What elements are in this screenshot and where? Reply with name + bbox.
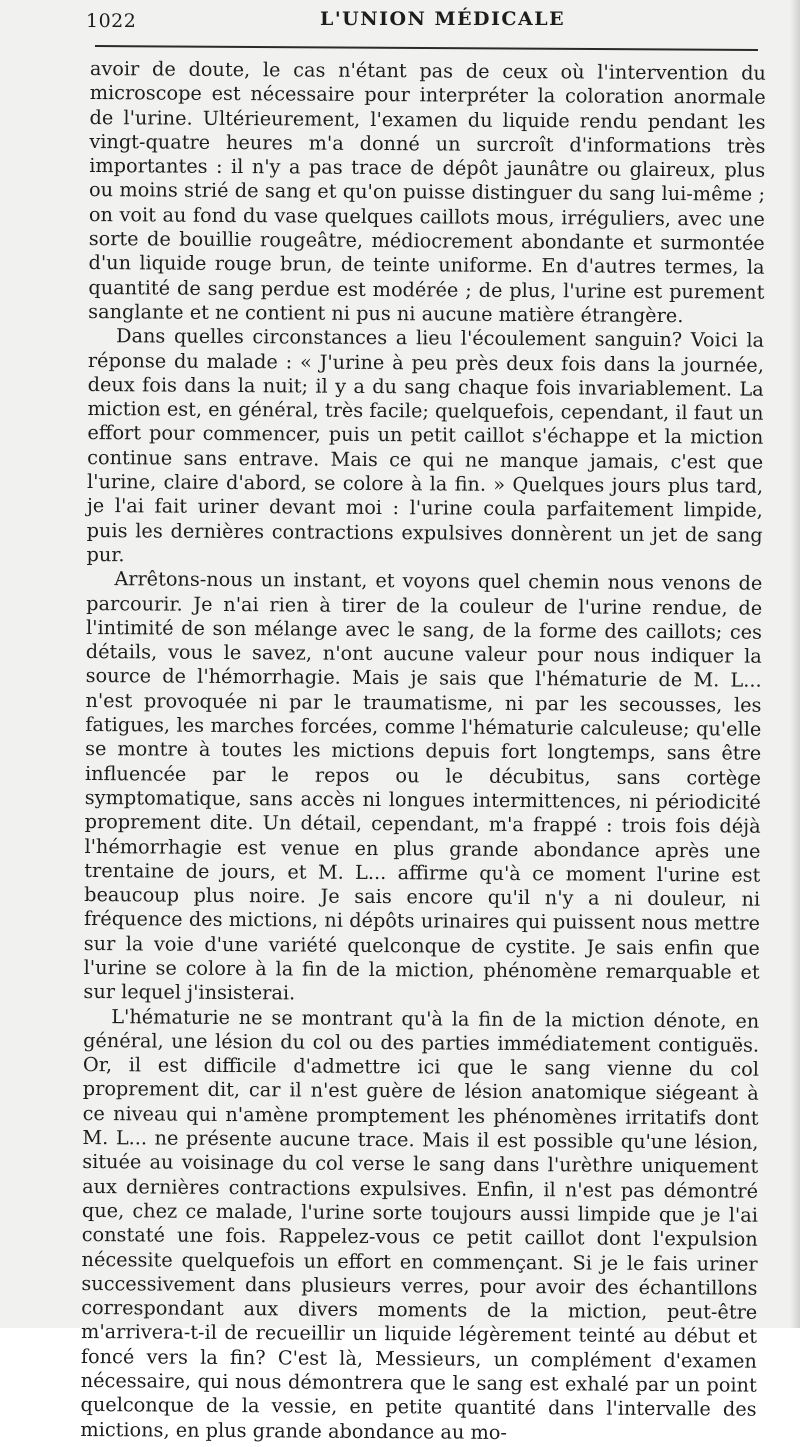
- paragraph: Arrêtons-nous un instant, et voyons quel chemin nous venons de parcourir. Je n'ai rien à tirer de la couleur de l'urine rendue, de l'intimité de son mélange avec le sang, de la forme des caillots; ces détails, vous le savez, n'ont aucune valeur pour nous indiquer la source de l'hémorrhagie. Mais je sais que l'hématurie de M. L... n'est provoquée ni par le traumatisme, ni par les secousses, les fatigues, les marches forcées, comme l'hématurie calculeuse; qu'elle se montre à toutes les mictions depuis fort longtemps, sans être influencée par le repos ou le décubitus, sans cortège symptomatique, sans accès ni longues intermittences, ni périodicité proprement dite. Un détail, cependant, m'a frappé : trois fois déjà l'hémorrhagie est venue en plus grande abondance après une trentaine de jours, et M. L... affirme qu'à ce moment l'urine est beaucoup plus noire. Je sais encore qu'il n'y a ni douleur, ni fréquence des mictions, ni dépôts urinaires qui puissent nous mettre sur la voie d'une variété quelconque de cystite. Je sais enfin que l'urine se colore à la fin de la miction, phénomène remarquable et sur lequel j'insisterai.: [83, 567, 763, 1005]
- header-rule: [95, 45, 758, 51]
- paragraph: Dans quelles circonstances a lieu l'écoulement sanguin? Voici la réponse du malade : « J'urine à peu près deux fois dans la journée, deux fois dans la nuit; il y a du sang chaque fois invariablement. La miction est, en général, très facile; quelquefois, cependant, il faut un effort pour commencer, puis un petit caillot s'échappe et la miction continue sans entrave. Mais ce qui ne manque jamais, c'est que l'urine, claire d'abord, se colore à la fin. » Quelques jours plus tard, je l'ai fait uriner devant moi : l'urine coula parfaitement limpide, puis les dernières contractions expulsives donnèrent un jet de sang pur.: [86, 324, 765, 567]
- paragraph: L'hématurie ne se montrant qu'à la fin de la miction dénote, en général, une lésion du col ou des parties immédiatement contiguës. Or, il est difficile d'admettre ici que le sang vienne du col proprement dit, car il n'est guère de lésion anatomique siégeant à ce niveau qui n'amène promptement les phénomènes irritatifs dont M. L... ne présente aucune trace. Mais il est possible qu'une lésion, située au voisinage du col verse le sang dans l'urèthre uniquement aux dernières contractions expulsives. Enfin, il n'est pas démontré que, chez ce malade, l'urine sorte toujours aussi limpide que je l'ai constaté une fois. Rappelez-vous ce petit caillot dont l'expulsion nécessite quelquefois un effort en commençant. Si je le fais uriner successivement dans plusieurs verres, pour avoir des échantillons correspondant aux divers moments de la miction, peut-être m'arrivera-t-il de recueillir un liquide légèrement teinté au début et foncé vers la fin? C'est là, Messieurs, un complément d'examen nécessaire, qui nous démontrera que le sang est exhalé par un point quelconque de la vessie, en petite quantité dans l'intervalle des mictions, en plus grande abondance au mo-: [80, 1004, 760, 1444]
- page-edge-shadow: [790, 0, 800, 1328]
- running-title: L'UNION MÉDICALE: [320, 8, 566, 30]
- page-header: [0, 0, 800, 60]
- paragraph: avoir de doute, le cas n'étant pas de ceux où l'intervention du microscope est nécessaire pour interpréter la coloration anormale de l'urine. Ultérieurement, l'examen du liquide rendu pendant les vingt-quatre heures m'a donné un surcroît d'informations très importantes : il n'y a pas trace de dépôt jaunâtre ou glaireux, plus ou moins strié de sang et qu'on puisse distinguer du sang lui-même ; on voit au fond du vase quelques caillots mous, irréguliers, avec une sorte de bouillie rougeâtre, médiocrement abondante et surmontée d'un liquide rouge brun, de teinte uniforme. En d'autres termes, la quantité de sang perdue est modérée ; de plus, l'urine est purement sanglante et ne contient ni pus ni aucune matière étrangère.: [88, 57, 766, 328]
- page-number: 1022: [86, 10, 137, 32]
- article-body: [80, 57, 766, 1447]
